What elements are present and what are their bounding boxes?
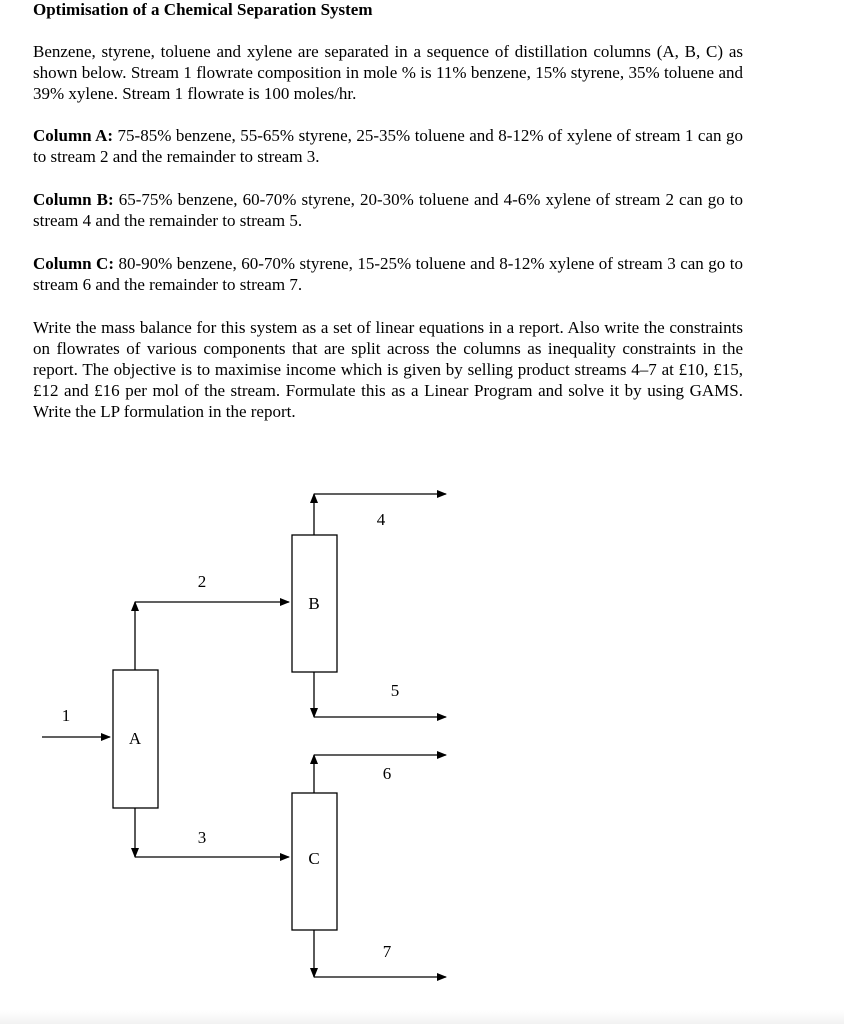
- column-c-paragraph: [33, 253, 743, 295]
- stream-4-label: 4: [376, 510, 386, 529]
- column-a-paragraph: [33, 125, 743, 167]
- column-a-label: A: [128, 729, 142, 748]
- stream-6-label: 6: [382, 764, 392, 783]
- column-a-text: 75-85% benzene, 55-65% styrene, 25-35% toluene and 8-12% of xylene of stream 1 can go to stream 2 and the remainder to stream 3.: [33, 126, 743, 166]
- stream-3-label: 3: [197, 828, 207, 847]
- column-b-label: Column B:: [33, 190, 114, 209]
- intro-paragraph: Benzene, styrene, toluene and xylene are separated in a sequence of distillation columns (A, B, C) as shown below. Stream 1 flowrate composition in mole % is 11% benzene, 15% styrene, 35% toluene and 39% xylene. Stream 1 flowrate is 100 moles/hr.: [33, 42, 743, 103]
- page-bottom-edge: [0, 1010, 844, 1024]
- task-paragraph: Write the mass balance for this system as a set of linear equations in a report. Also write the constraints on flowrates of various components that are split across the columns as inequality constraints in the report. The objective is to maximise income which is given by selling product streams 4–7 at £10, £15, £12 and £16 per mol of the stream. Formulate this as a Linear Program and solve it by using GAMS. Write the LP formulation in the report.: [33, 318, 743, 421]
- column-b-text: 65-75% benzene, 60-70% styrene, 20-30% toluene and 4-6% xylene of stream 2 can go to stream 4 and the remainder to stream 5.: [33, 190, 744, 230]
- column-b-paragraph: [33, 189, 743, 231]
- process-flow-diagram: [0, 470, 844, 1010]
- column-b-label: B: [308, 594, 320, 613]
- page-title: Optimisation of a Chemical Separation System: [33, 0, 373, 19]
- stream-2-label: 2: [197, 572, 207, 591]
- column-c-text: 80-90% benzene, 60-70% styrene, 15-25% toluene and 8-12% xylene of stream 3 can go to stream 6 and the remainder to stream 7.: [33, 254, 743, 294]
- column-c-label: Column C:: [33, 254, 114, 273]
- stream-5-label: 5: [390, 681, 400, 700]
- document: [33, 0, 743, 422]
- column-c-label: C: [308, 849, 320, 868]
- stream-7-label: 7: [382, 942, 392, 961]
- stream-1-label: 1: [61, 706, 71, 725]
- column-a-label: Column A:: [33, 126, 114, 145]
